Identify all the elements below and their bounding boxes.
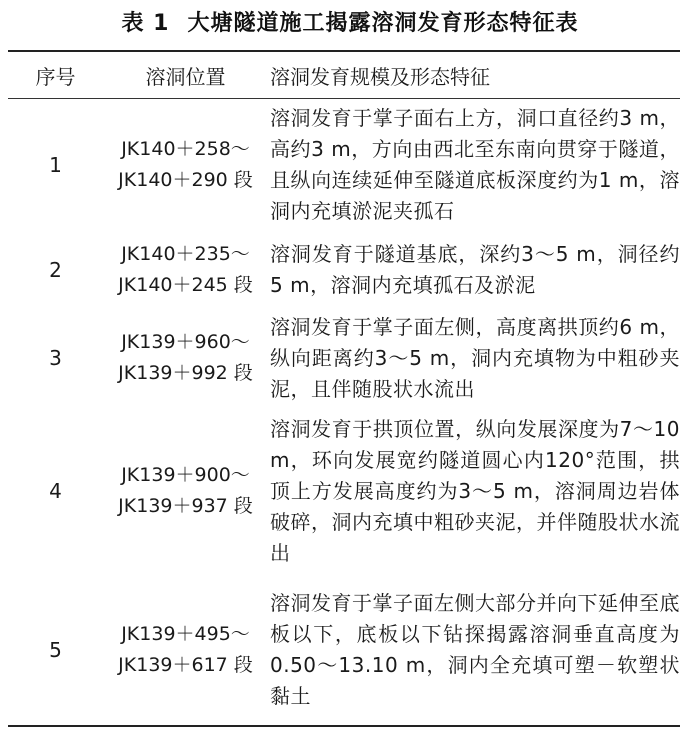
location-start: JK139＋495～ (121, 623, 250, 645)
location-start: JK140＋258～ (121, 138, 250, 160)
table-row (8, 407, 680, 575)
row-location (103, 134, 268, 196)
table-header-row (8, 52, 680, 99)
row-location (103, 239, 268, 301)
row-description: 溶洞发育于掌子面左侧大部分并向下延伸至底板以下，底板以下钻探揭露溶洞垂直高度为0.50～13.10 m，洞内全充填可塑－软塑状黏土 (270, 591, 680, 708)
header-location: 溶洞位置 (145, 64, 226, 89)
row-index: 1 (49, 153, 62, 177)
location-end: JK139＋617 段 (118, 654, 253, 676)
row-description: 溶洞发育于隧道基底，深约3～5 m，洞径约5 m，溶洞内充填孤石及淤泥 (270, 242, 680, 297)
table-title: 大塘隧道施工揭露溶洞发育形态特征表 (187, 11, 579, 36)
table-row (8, 575, 680, 725)
row-location (103, 460, 268, 522)
location-start: JK139＋960～ (121, 331, 250, 353)
table-row (8, 99, 680, 231)
location-end: JK139＋992 段 (118, 362, 253, 384)
row-index: 3 (49, 346, 62, 370)
row-description: 溶洞发育于掌子面右上方，洞口直径约3 m，高约3 m，方向由西北至东南向贯穿于隧道，且纵向连续延伸至隧道底板深度约为1 m，溶洞内充填淤泥夹孤石 (270, 106, 680, 223)
karst-cave-table (8, 50, 680, 727)
header-description: 溶洞发育规模及形态特征 (270, 64, 490, 89)
table-row (8, 231, 680, 309)
location-start: JK140＋235～ (121, 243, 250, 265)
table-caption (0, 6, 700, 37)
location-end: JK139＋937 段 (118, 495, 253, 517)
header-index: 序号 (35, 64, 76, 89)
row-location (103, 327, 268, 389)
location-end: JK140＋245 段 (118, 274, 253, 296)
row-index: 4 (49, 479, 62, 503)
row-index: 5 (49, 638, 62, 662)
row-description: 溶洞发育于掌子面左侧，高度离拱顶约6 m，纵向距离约3～5 m，洞内充填物为中粗砂夹泥，且伴随股状水流出 (270, 314, 680, 401)
row-location (103, 619, 268, 681)
location-end: JK140＋290 段 (118, 169, 253, 191)
row-index: 2 (49, 258, 62, 282)
table-row (8, 309, 680, 407)
table-number: 表 1 (121, 11, 170, 36)
location-start: JK139＋900～ (121, 464, 250, 486)
row-description: 溶洞发育于拱顶位置，纵向发展深度为7～10 m，环向发展宽约隧道圆心内120°范围，拱顶上方发展高度约为3～5 m，溶洞周边岩体破碎，洞内充填中粗砂夹泥，并伴随股状水流出 (270, 416, 680, 565)
